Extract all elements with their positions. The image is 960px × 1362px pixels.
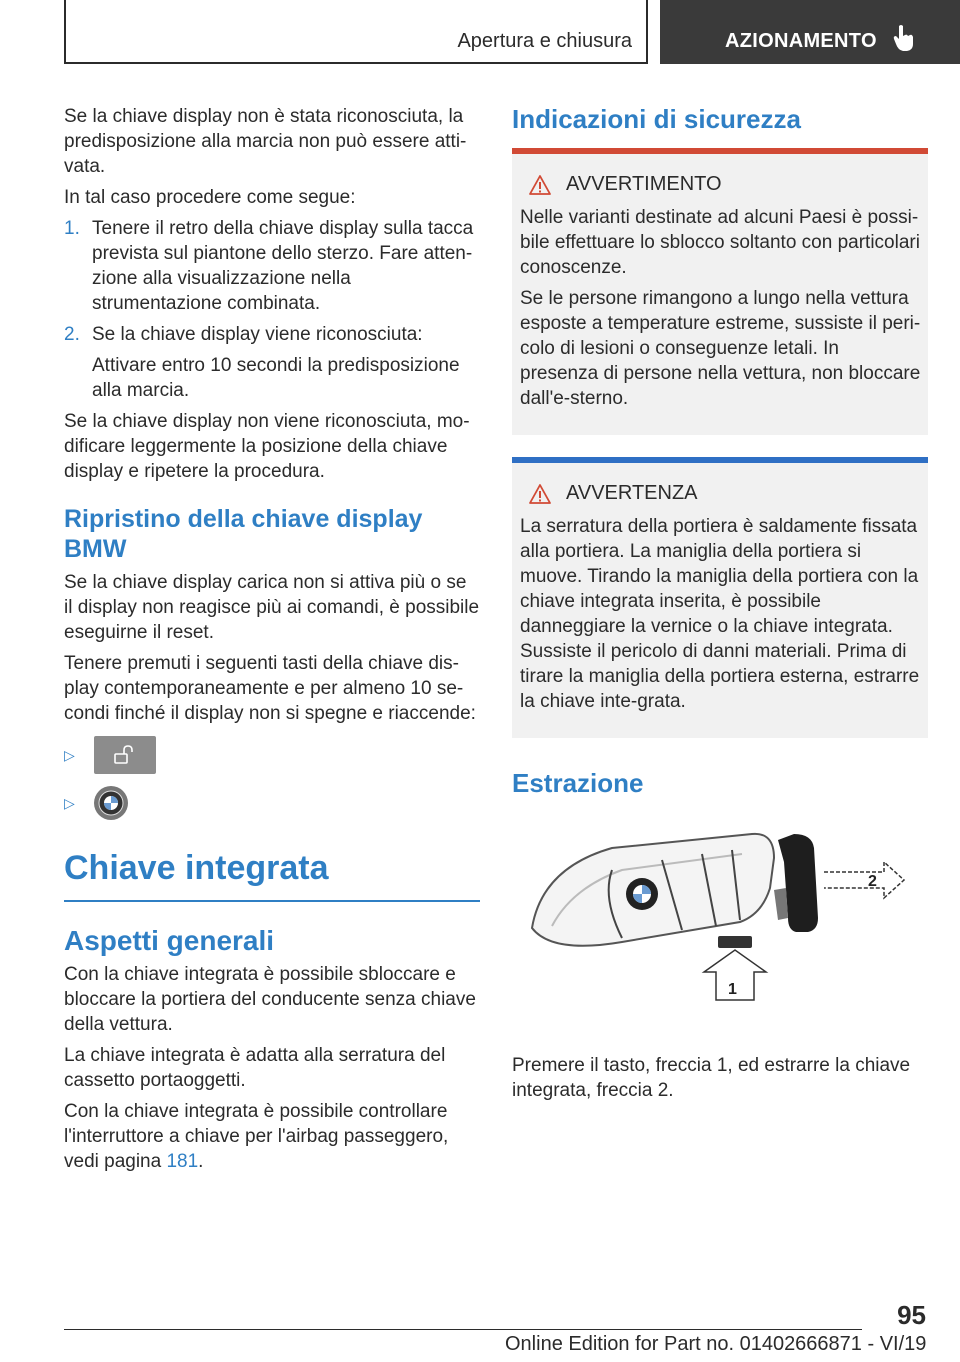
header-title-box (64, 0, 648, 64)
arrow-2-label: 2 (868, 873, 877, 890)
bullet-marker: ▷ (64, 794, 75, 811)
warning-header (520, 172, 922, 197)
text: Con la chiave integrata è possibile controllare l'interruttore a chiave per l'airbag passeggero, vedi pagina (64, 1101, 449, 1172)
warning-triangle-icon (528, 483, 552, 505)
reset-heading: Ripristino della chiave display BMW (64, 505, 423, 563)
paragraph: Se la chiave display carica non si attiva più o se il display non reagisce più ai comandi, è possibile eseguirne il reset. (64, 572, 480, 643)
edition-text: Online Edition for Part no. 01402666871 - VI/19 (505, 1333, 927, 1355)
list-item (64, 322, 480, 347)
paragraph: Nelle varianti destinate ad alcuni Paesi è possi-bile effettuare lo sblocco soltanto con particolari conoscenze. (520, 207, 920, 278)
text: . (198, 1151, 204, 1172)
paragraph: La chiave integrata è adatta alla serratura del cassetto portaoggetti. (64, 1045, 446, 1091)
left-column (64, 104, 480, 1180)
safety-heading: Indicazioni di sicurezza (512, 104, 801, 134)
caution-title: AVVERTENZA (566, 482, 698, 504)
paragraph (64, 1099, 480, 1174)
sub-heading: Aspetti generali (64, 925, 275, 956)
step-number: 1. (64, 218, 80, 239)
steps-list (64, 216, 480, 403)
paragraph: Tenere premuti i seguenti tasti della chiave dis-play contemporaneamente e per almeno 10 se-condi finché il display non si spegne e riaccende: (64, 653, 476, 724)
hand-pointer-icon (892, 24, 916, 52)
bullet-marker: ▷ (64, 746, 75, 763)
extract-heading: Estrazione (512, 768, 644, 798)
step-number: 2. (64, 324, 80, 345)
caution-box (512, 457, 928, 738)
step-text: Tenere il retro della chiave display sulla tacca prevista sul piantone dello sterzo. Fare atten-zione alla visualizzazione nella strumentazione combinata. (92, 218, 474, 314)
paragraph: Premere il tasto, freccia 1, ed estrarre la chiave integrata, freccia 2. (512, 1055, 911, 1101)
paragraph: Se la chiave display non viene riconosciuta, mo-dificare leggermente la posizione della chiave display e ripetere la procedura. (64, 411, 470, 482)
list-item (64, 786, 480, 820)
paragraph: Se la chiave display non è stata riconosciuta, la predisposizione alla marcia non può essere atti-vata. (64, 106, 467, 177)
bmw-logo-icon (98, 790, 124, 816)
page-number: 95 (897, 1300, 926, 1330)
paragraph: Con la chiave integrata è possibile sbloccare e bloccare la portiera del conducente senza chiave della vettura. (64, 964, 476, 1035)
warning-title: AVVERTIMENTO (566, 173, 722, 195)
key-extraction-illustration (512, 818, 928, 1008)
footer-divider (64, 1329, 862, 1330)
step-text: Se la chiave display viene riconosciuta: (92, 324, 423, 345)
bmw-button-image (94, 786, 128, 820)
right-column (512, 102, 928, 1109)
header-title: Apertura e chiusura (457, 30, 632, 52)
paragraph: La serratura della portiera è saldamente fissata alla portiera. La maniglia della portiera si muove. Tirando la maniglia della portiera con la chiave integrata inserita, è possibile danneggiare la vernice o la chiave integrata. Sussiste il pericolo di danni materiali. Prima di tirare la maniglia della portiera esterna, estrarre la chiave inte-grata. (520, 516, 920, 712)
arrow-1-label: 1 (728, 981, 737, 998)
list-item (64, 736, 480, 774)
header-section: AZIONAMENTO (725, 30, 877, 52)
paragraph: In tal caso procedere come segue: (64, 187, 356, 208)
list-item (64, 216, 480, 316)
page-link[interactable]: 181 (166, 1151, 199, 1172)
warning-box (512, 148, 928, 435)
unlock-icon (112, 745, 138, 765)
paragraph: Se le persone rimangono a lungo nella vettura esposte a temperature estreme, sussiste il peri-colo di lesioni o conseguenze letali. In presenza di persone nella vettura, non bloccare dall'e-sterno. (520, 288, 921, 409)
step-sub-text: Attivare entro 10 secondi la predisposizione alla marcia. (92, 355, 460, 401)
warning-triangle-icon (528, 174, 552, 196)
main-heading: Chiave integrata (64, 846, 480, 902)
caution-header (520, 481, 922, 506)
unlock-button-image (94, 736, 156, 774)
header-section-box (660, 0, 960, 64)
